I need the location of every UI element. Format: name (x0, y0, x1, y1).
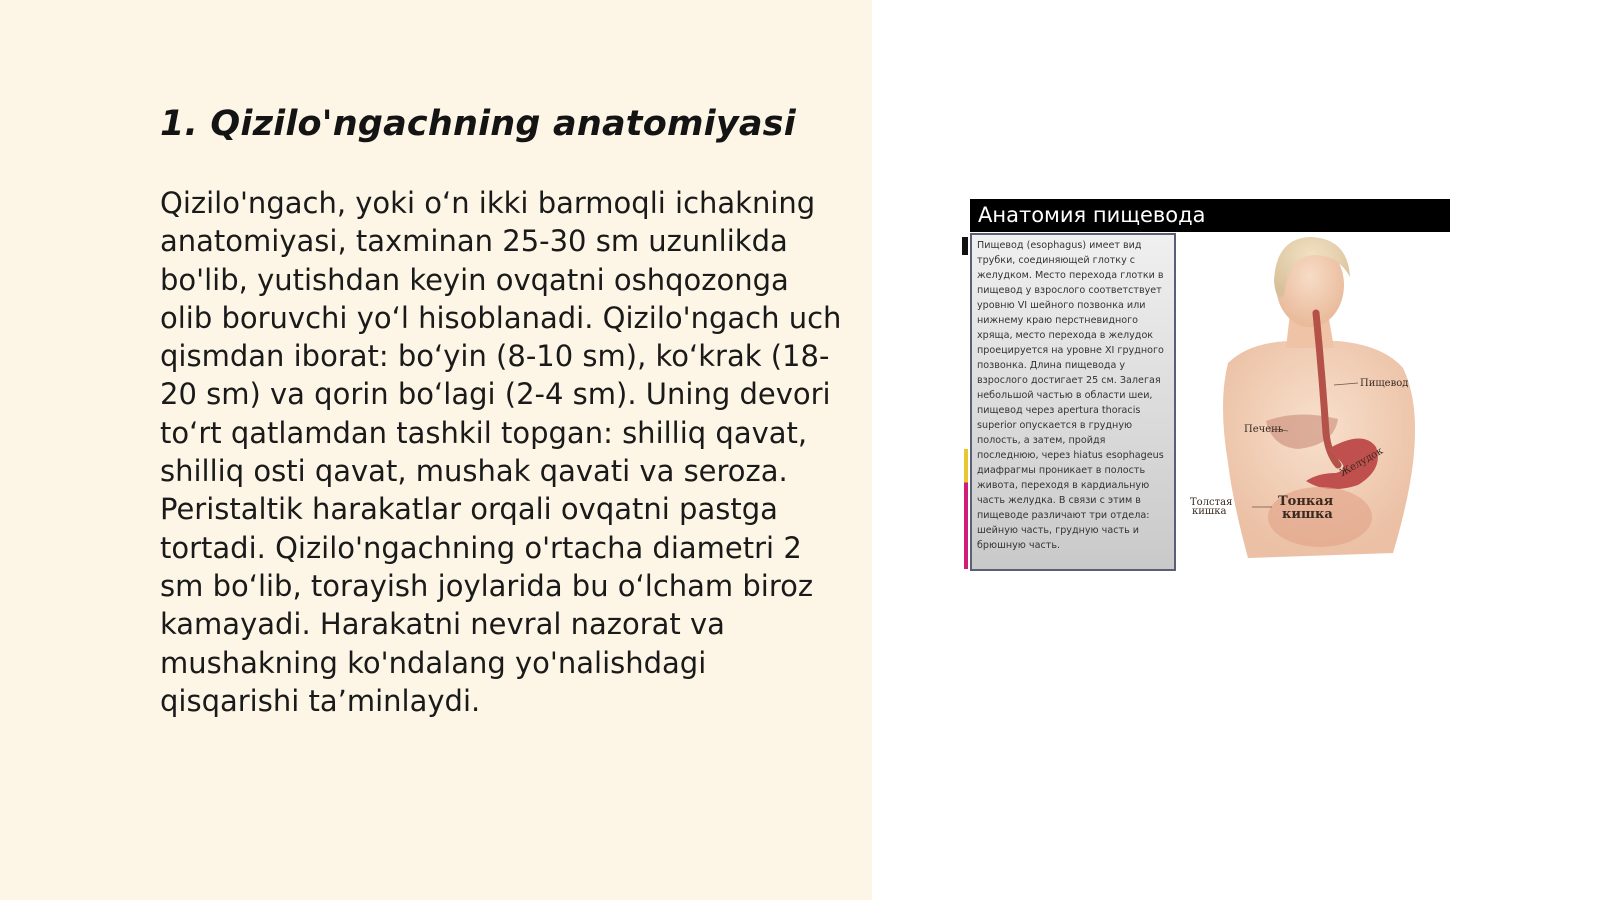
label-small-intestine-line1: Тонкая (1278, 494, 1334, 509)
figure-caption: Пищевод (esophagus) имеет вид трубки, соединяющей глотку с желудком. Место перехода глотки в пищевод у взрослого соответствует уровню VI шейного позвонка или нижнему краю перстневидного хряща, место перехода в желудок проецируется на уровне XI грудного позвонка. Длина пищевода у взрослого достигает 25 см. Залегая небольшой частью в области шеи, пищевод через apertura thoracis superior опускается в грудную полость, а затем, пройдя последнюю, через hiatus esophageus диафрагмы проникает в полость живота, переходя в кардиальную часть желудка. В связи с этим в пищеводе различают три отдела: шейную часть, грудную часть и брюшную часть. (970, 233, 1176, 571)
slide-body-text: Qizilo'ngach, yoki o‘n ikki barmoqli ichakning anatomiyasi, taxminan 25-30 sm uzunlikda bo'lib, yutishdan keyin ovqatni oshqozonga olib boruvchi yo‘l hisoblanadi. Qizilo'ngach uch qismdan iborat: bo‘yin (8-10 sm), ko‘krak (18-20 sm) va qorin bo‘lagi (2-4 sm). Uning devori to‘rt qatlamdan tashkil topgan: shilliq qavat, shilliq osti qavat, mushak qavati va seroza. Peristaltik harakatlar orqali ovqatni pastga tortadi. Qizilo'ngachning o'rtacha diametri 2 sm bo‘lib, torayish joylarida bu o‘lcham biroz kamayadi. Harakatni nevral nazorat va mushakning ko'ndalang yo'nalishdagi qisqarishi ta’minlaydi. (160, 186, 842, 718)
caption-marker (962, 237, 968, 255)
label-colon-line1: Толстая (1190, 497, 1233, 508)
label-small-intestine-line2: кишка (1282, 507, 1333, 522)
label-esophagus: Пищевод (1360, 378, 1409, 389)
label-stomach: Желудок (1338, 445, 1386, 480)
figure-header: Анатомия пищевода (970, 199, 1450, 232)
label-liver: Печень (1244, 424, 1284, 435)
anatomy-illustration (1188, 233, 1450, 573)
esophagus-anatomy-figure (962, 199, 1450, 575)
slide-title: 1. Qizilo'ngachning anatomiyasi (160, 104, 796, 144)
caption-accent-bar (964, 449, 968, 569)
label-colon-line2: кишка (1192, 506, 1227, 517)
